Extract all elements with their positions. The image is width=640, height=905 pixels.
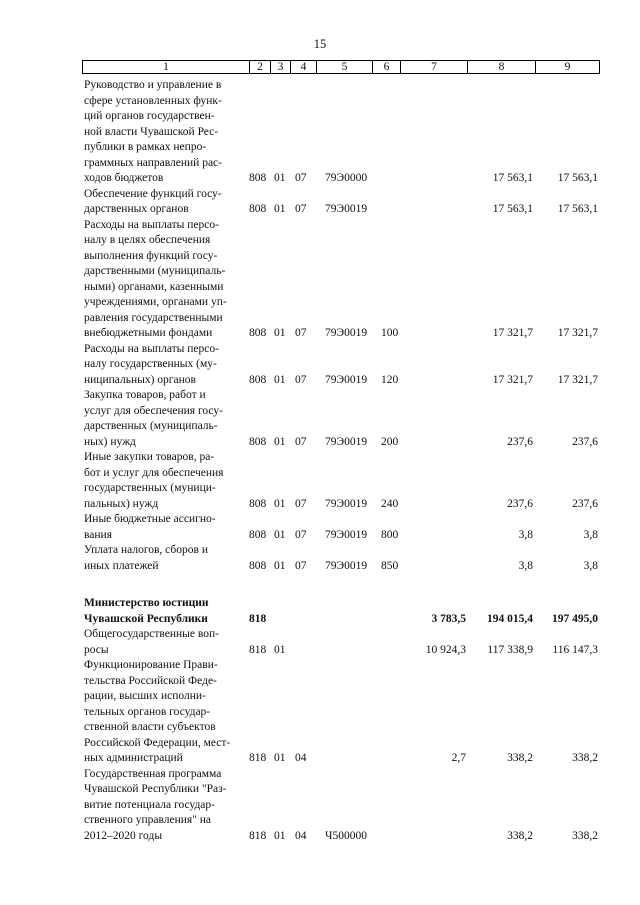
cell-c9: 17 563,1 <box>557 172 598 184</box>
cell-c2: 808 <box>249 373 267 386</box>
table-row <box>0 512 640 543</box>
header-col-3: 3 <box>271 61 291 73</box>
cell-c8: 3,8 <box>518 559 533 572</box>
cell-c2: 808 <box>249 559 267 572</box>
table-row <box>0 342 640 389</box>
cell-c2: 818 <box>249 829 267 842</box>
header-col-6: 6 <box>373 61 401 73</box>
cell-c5: 79Э0000 <box>325 172 368 184</box>
cell-c8: 17 563,1 <box>492 172 533 184</box>
cell-c9: 237,6 <box>572 497 598 510</box>
header-col-4: 4 <box>291 61 317 73</box>
cell-c7: 3 783,5 <box>431 612 466 625</box>
row-name: Иные бюджетные ассигно- вания <box>84 513 216 541</box>
header-col-5: 5 <box>317 61 373 73</box>
cell-c2: 808 <box>249 327 267 339</box>
cell-c2: 808 <box>249 172 267 184</box>
header-col-7: 7 <box>401 61 468 73</box>
cell-c5: 79Э0019 <box>325 203 368 215</box>
cell-c9: 338,2 <box>572 752 598 764</box>
cell-c6: 240 <box>381 497 399 510</box>
cell-c4: 07 <box>295 327 307 339</box>
header-col-2: 2 <box>250 61 271 73</box>
cell-c9: 338,2 <box>572 829 598 842</box>
cell-c8: 338,2 <box>507 752 533 764</box>
header-col-9: 9 <box>564 61 571 73</box>
cell-c8: 17 321,7 <box>492 373 533 386</box>
row-name: Расходы на выплаты персо- налу в целях обеспечения выполнения функций госу- дарственными (муниципаль- ными) органами, казенными учреждениями, органами уп- равления государственными внебюджетными фондами <box>84 218 227 339</box>
page-number: 15 <box>313 37 327 51</box>
table-row <box>0 627 640 658</box>
row-name: Обеспечение функций госу- дарственных органов <box>84 187 222 215</box>
cell-c9: 17 321,7 <box>557 373 598 386</box>
table-row <box>0 187 640 218</box>
cell-c9: 116 147,3 <box>552 643 598 656</box>
cell-c6: 200 <box>381 435 399 448</box>
cell-c4: 04 <box>295 752 307 764</box>
row-name: Уплата налогов, сборов и иных платежей <box>84 544 208 572</box>
table-row <box>0 543 640 574</box>
row-name: Общегосударственные воп- росы <box>84 628 219 656</box>
table-row <box>0 767 640 845</box>
cell-c8: 3,8 <box>518 528 533 541</box>
table-row <box>0 596 640 627</box>
cell-c4: 07 <box>295 203 307 215</box>
cell-c4: 07 <box>295 172 307 184</box>
cell-c2: 808 <box>249 497 267 510</box>
cell-c3: 01 <box>274 373 286 386</box>
cell-c5: Ч500000 <box>325 829 367 842</box>
table-row <box>0 450 640 512</box>
cell-c8: 17 321,7 <box>492 327 533 339</box>
cell-c6: 800 <box>381 528 399 541</box>
cell-c4: 07 <box>295 373 307 386</box>
cell-c3: 01 <box>274 829 286 842</box>
cell-c4: 07 <box>295 497 307 510</box>
table-row <box>0 218 640 342</box>
cell-c5: 79Э0019 <box>325 497 368 510</box>
cell-c9: 197 495,0 <box>552 612 598 625</box>
cell-c8: 194 015,4 <box>487 612 533 625</box>
cell-c3: 01 <box>274 752 286 764</box>
cell-c3: 01 <box>274 435 286 448</box>
row-name: Функционирование Прави- тельства Российской Феде- рации, высших исполни- тельных органов государ- ственной власти субъектов Российской Федерации, мест- ных администраций <box>84 659 231 764</box>
cell-c8: 237,6 <box>507 435 533 448</box>
cell-c9: 237,6 <box>572 435 598 448</box>
row-name: Министерство юстиции Чувашской Республики <box>84 597 209 625</box>
cell-c8: 338,2 <box>507 829 533 842</box>
cell-c4: 07 <box>295 435 307 448</box>
cell-c7: 10 924,3 <box>425 643 466 656</box>
cell-c6: 120 <box>381 373 399 386</box>
row-name: Расходы на выплаты персо- налу государственных (му- ниципальных) органов <box>84 342 219 386</box>
cell-c3: 01 <box>274 528 286 541</box>
cell-c5: 79Э0019 <box>325 327 368 339</box>
cell-c2: 818 <box>249 612 267 625</box>
cell-c6: 850 <box>381 559 399 572</box>
row-name: Иные закупки товаров, ра- бот и услуг для обеспечения государственных (муници- пальных) нужд <box>84 451 224 510</box>
cell-c5: 79Э0019 <box>325 559 368 572</box>
cell-c9: 3,8 <box>583 528 598 541</box>
cell-c7: 2,7 <box>451 752 466 764</box>
cell-c5: 79Э0019 <box>325 373 368 386</box>
cell-c6: 100 <box>381 327 399 339</box>
cell-c8: 237,6 <box>507 497 533 510</box>
cell-c4: 07 <box>295 528 307 541</box>
cell-c2: 818 <box>249 643 267 656</box>
header-col-1: 1 <box>83 61 250 73</box>
table-row <box>0 388 640 450</box>
cell-c8: 17 563,1 <box>492 203 533 215</box>
cell-c3: 01 <box>274 559 286 572</box>
cell-c5: 79Э0019 <box>325 435 368 448</box>
row-name: Государственная программа Чувашской Республики "Раз- витие потенциала государ- ственного управления" на 2012–2020 годы <box>84 767 227 842</box>
table-row <box>0 78 640 187</box>
cell-c3: 01 <box>274 497 286 510</box>
row-name: Руководство и управление в сфере установленных функ- ций органов государствен- ной власти Чувашской Рес- публики в рамках непро- граммных направлений рас- ходов бюджетов <box>84 79 222 184</box>
cell-c9: 3,8 <box>583 559 598 572</box>
cell-c3: 01 <box>274 172 286 184</box>
cell-c2: 808 <box>249 528 267 541</box>
cell-c9: 17 563,1 <box>557 203 598 215</box>
cell-c3: 01 <box>274 643 286 656</box>
table-row <box>0 658 640 767</box>
cell-c2: 808 <box>249 435 267 448</box>
header-col-8: 8 <box>468 61 536 73</box>
cell-c4: 04 <box>295 829 307 842</box>
cell-c3: 01 <box>274 327 286 339</box>
cell-c2: 808 <box>249 203 267 215</box>
cell-c5: 79Э0019 <box>325 528 368 541</box>
cell-c2: 818 <box>249 752 267 764</box>
cell-c8: 117 338,9 <box>487 643 533 656</box>
cell-c4: 07 <box>295 559 307 572</box>
table-header <box>82 60 600 74</box>
cell-c3: 01 <box>274 203 286 215</box>
row-name: Закупка товаров, работ и услуг для обеспечения госу- дарственных (муниципаль- ных) нужд <box>84 389 223 448</box>
cell-c9: 17 321,7 <box>557 327 598 339</box>
